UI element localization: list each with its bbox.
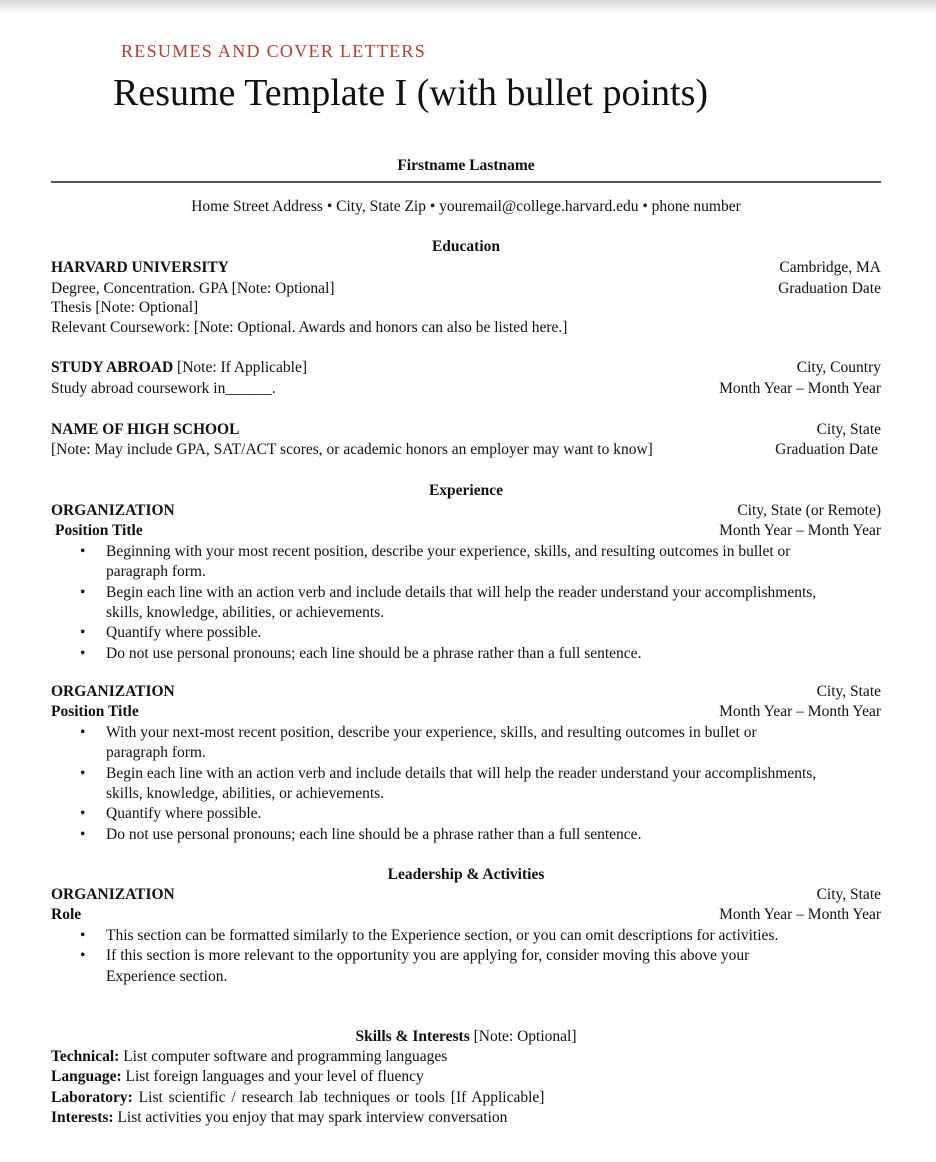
bullet-text: Quantify where possible. — [106, 624, 262, 642]
bullet-text: Begin each line with an action verb and include details that will help the reader understand your accomplishments, — [106, 583, 817, 601]
bullet-icon: • — [80, 805, 86, 823]
education-heading: Education — [431, 238, 501, 255]
highschool-row: NAME OF HIGH SCHOOL City, State — [51, 421, 881, 438]
bullet-icon: • — [80, 644, 86, 662]
bullet-item — [80, 946, 881, 966]
kicker: RESUMES AND COVER LETTERS — [121, 41, 427, 61]
name-rule — [51, 181, 881, 183]
job-title-row: Position Title Month Year – Month Year — [51, 703, 881, 720]
highschool-desc: [Note: May include GPA, SAT/ACT scores, or academic honors an employer may want to know] Graduation Date — [51, 441, 878, 458]
bullet-icon: • — [80, 764, 86, 782]
job-org-row: ORGANIZATION City, State — [51, 683, 881, 700]
job-title-row: Position Title Month Year – Month Year — [55, 522, 881, 539]
bullet-item — [80, 644, 881, 664]
resume-name — [51, 156, 881, 176]
harvard-degree: Degree, Concentration. GPA [Note: Optional] Graduation Date — [51, 280, 881, 297]
bullet-continuation: Experience section. — [106, 967, 228, 985]
bullet-icon: • — [80, 947, 86, 965]
bullet-item — [80, 723, 881, 743]
abroad-desc: Study abroad coursework in______. Month Year – Month Year — [51, 380, 881, 397]
bullet-item — [80, 583, 881, 603]
experience-heading: Experience — [428, 482, 504, 499]
leadership-heading: Leadership & Activities — [387, 866, 545, 883]
bullet-text: With your next-most recent position, describe your experience, skills, and resulting outcomes in bullet or — [106, 724, 757, 741]
harvard-row: HARVARD UNIVERSITY Cambridge, MA — [51, 259, 881, 276]
bullet-icon: • — [80, 583, 86, 601]
job-org-row: ORGANIZATION City, State (or Remote) — [51, 502, 881, 519]
bullet-icon: • — [80, 927, 86, 944]
page-title: Resume Template I (with bullet points) — [113, 72, 709, 114]
bullet-text: Do not use personal pronouns; each line should be a phrase rather than a full sentence. — [106, 825, 642, 843]
bullet-icon: • — [80, 724, 86, 741]
harvard-coursework: Relevant Coursework: [Note: Optional. Awards and honors can also be listed here.] — [51, 319, 568, 336]
skill-interests: Interests: List activities you enjoy that may spark interview conversation — [51, 1109, 508, 1126]
bullet-continuation: paragraph form. — [106, 744, 206, 762]
bullet-icon: • — [80, 543, 86, 560]
bullet-icon: • — [80, 624, 86, 642]
bullet-icon: • — [80, 825, 86, 843]
bullet-item — [80, 804, 881, 824]
name-text: Firstname Lastname — [397, 157, 535, 174]
skills-heading: Skills & Interests [Note: Optional] — [355, 1028, 577, 1045]
bullet-item — [80, 542, 881, 562]
bullet-text: Begin each line with an action verb and include details that will help the reader understand your accomplishments, — [106, 764, 817, 782]
leadership-role: Role Month Year – Month Year — [51, 906, 881, 923]
bullet-item — [80, 764, 881, 784]
bullet-text: Do not use personal pronouns; each line should be a phrase rather than a full sentence. — [106, 644, 642, 662]
skill-technical: Technical: List computer software and programming languages — [51, 1048, 448, 1065]
skill-laboratory: Laboratory: List scientific / research lab techniques or tools [If Applicable] — [51, 1089, 545, 1106]
harvard-thesis: Thesis [Note: Optional] — [51, 299, 199, 316]
viewer-top-shadow — [0, 0, 936, 14]
abroad-row: STUDY ABROAD [Note: If Applicable] City, Country — [51, 359, 881, 376]
bullet-text: Quantify where possible. — [106, 805, 262, 823]
bullet-item — [80, 825, 881, 845]
bullet-continuation: paragraph form. — [106, 563, 206, 581]
leadership-org: ORGANIZATION City, State — [51, 886, 881, 903]
bullet-continuation: skills, knowledge, abilities, or achievements. — [106, 603, 385, 621]
bullet-text: If this section is more relevant to the opportunity you are applying for, consider moving this above your — [106, 947, 750, 965]
bullet-item — [80, 623, 881, 643]
bullet-continuation: skills, knowledge, abilities, or achievements. — [106, 784, 385, 802]
contact-line: Home Street Address • City, State Zip • youremail@college.harvard.edu • phone number — [191, 198, 741, 215]
bullet-item — [80, 926, 881, 946]
skill-language: Language: List foreign languages and your level of fluency — [51, 1068, 424, 1085]
bullet-text: This section can be formatted similarly to the Experience section, or you can omit descriptions for activities. — [106, 927, 779, 944]
bullet-text: Beginning with your most recent position, describe your experience, skills, and resulting outcomes in bullet or — [106, 543, 791, 560]
